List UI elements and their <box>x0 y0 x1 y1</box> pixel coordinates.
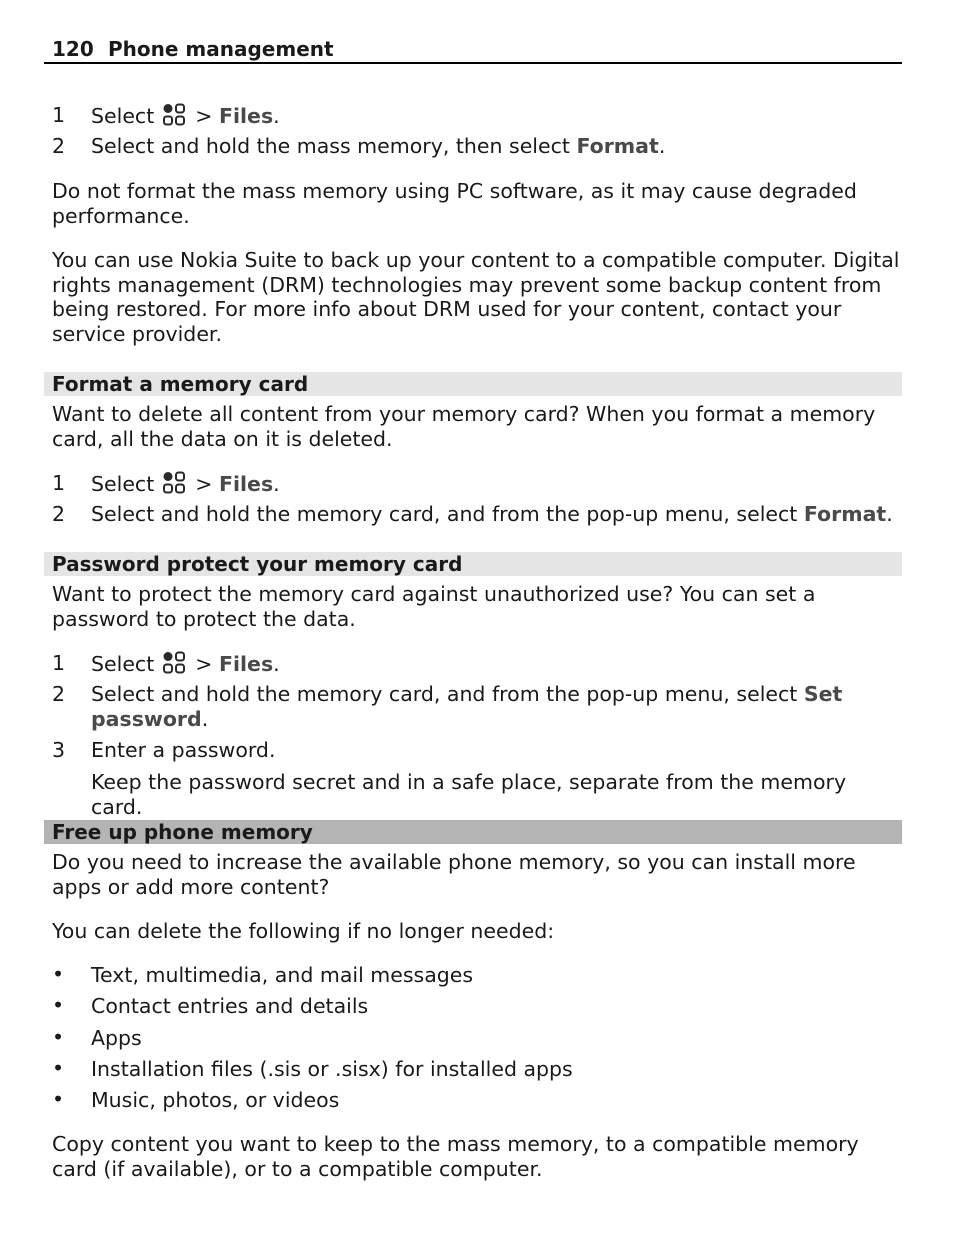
step-text: Enter a password. <box>91 738 276 762</box>
step-number: 1 <box>52 471 66 495</box>
step-text: Select > Files. <box>91 104 280 128</box>
step-number: 2 <box>52 134 66 158</box>
step-number: 3 <box>52 738 66 762</box>
step-text: Select > Files. <box>91 472 280 496</box>
step-text: Select and hold the memory card, and from the pop-up menu, select Format. <box>91 502 893 526</box>
step-number: 1 <box>52 651 66 675</box>
step-text: Select > Files. <box>91 652 280 676</box>
paragraph: Want to delete all content from your memory card? When you format a memory card, all the data on it is deleted. <box>52 402 876 451</box>
section-heading: Password protect your memory card <box>44 552 902 576</box>
page-number: 120 <box>52 37 94 61</box>
bullet: • <box>52 962 65 986</box>
step-text: Select and hold the mass memory, then select Format. <box>91 134 666 158</box>
step-number: 2 <box>52 502 66 526</box>
paragraph: Want to protect the memory card against unauthorized use? You can set a password to protect the data. <box>52 582 816 631</box>
step-number: 1 <box>52 103 66 127</box>
paragraph: Do not format the mass memory using PC software, as it may cause degraded performance. <box>52 179 857 228</box>
bullet: • <box>52 1025 65 1049</box>
section-heading: Format a memory card <box>44 372 902 396</box>
step-number: 2 <box>52 682 66 706</box>
note-text: Keep the password secret and in a safe place, separate from the memory card. <box>91 770 847 819</box>
paragraph: Do you need to increase the available phone memory, so you can install more apps or add more content? <box>52 850 856 899</box>
chapter-title: Phone management <box>108 37 334 61</box>
menu-grid-icon <box>162 103 187 126</box>
page-header <box>44 36 902 64</box>
section-heading: Free up phone memory <box>44 820 902 844</box>
bullet: • <box>52 993 65 1017</box>
paragraph: Copy content you want to keep to the mass memory, to a compatible memory card (if available), or to a compatible computer. <box>52 1132 859 1181</box>
step-text: Select and hold the memory card, and from the pop-up menu, select Set password. <box>91 682 843 731</box>
bullet: • <box>52 1087 65 1111</box>
menu-grid-icon <box>162 471 187 494</box>
paragraph: You can use Nokia Suite to back up your content to a compatible computer. Digital rights management (DRM) technologies may prevent some backup content from being restored. For more info about DRM used for your content, contact your service provider. <box>52 248 900 347</box>
manual-page: 120 Phone management 1 Select > Files. 2 Select and hold the mass memory, then select Format. Do not format the mass memory using PC software, as it may cause degraded performance. You can use Nokia Suite to back up your content to a compatible computer. Digital rights management (DRM) technologies may prevent some backup content from being restored. For more info about DRM used for your content, contact your service provider. Format a memory card Want to delete all content from your memory card? When you format a memory card, all the data on it is deleted. 1 Select > Files. 2 Select and hold the memory card, and from the pop-up menu, select Format. Password protect your memory card Want to protect the memory card against unauthorized use? You can set a password to protect the data. 1 Select > Files. 2 Select and hold the memory card, and from the pop-up menu, select Set password. 3 Enter a password. Keep the password secret and in a safe place, separate from the memory card. Free up phone memory Do you need to increase the available phone memory, so you can install more apps or add more content? You can delete the following if no longer needed: • Text, multimedia, and mail messages • Contact entries and details • Apps • Installation files (.sis or .sisx) for installed apps • Music, photos, or videos Copy content you want to keep to the mass memory, to a compatible memory card (if available), or to a compatible computer. <box>0 0 954 1257</box>
paragraph: You can delete the following if no longer needed: <box>52 919 555 943</box>
menu-grid-icon <box>162 651 187 674</box>
bullet: • <box>52 1056 65 1080</box>
